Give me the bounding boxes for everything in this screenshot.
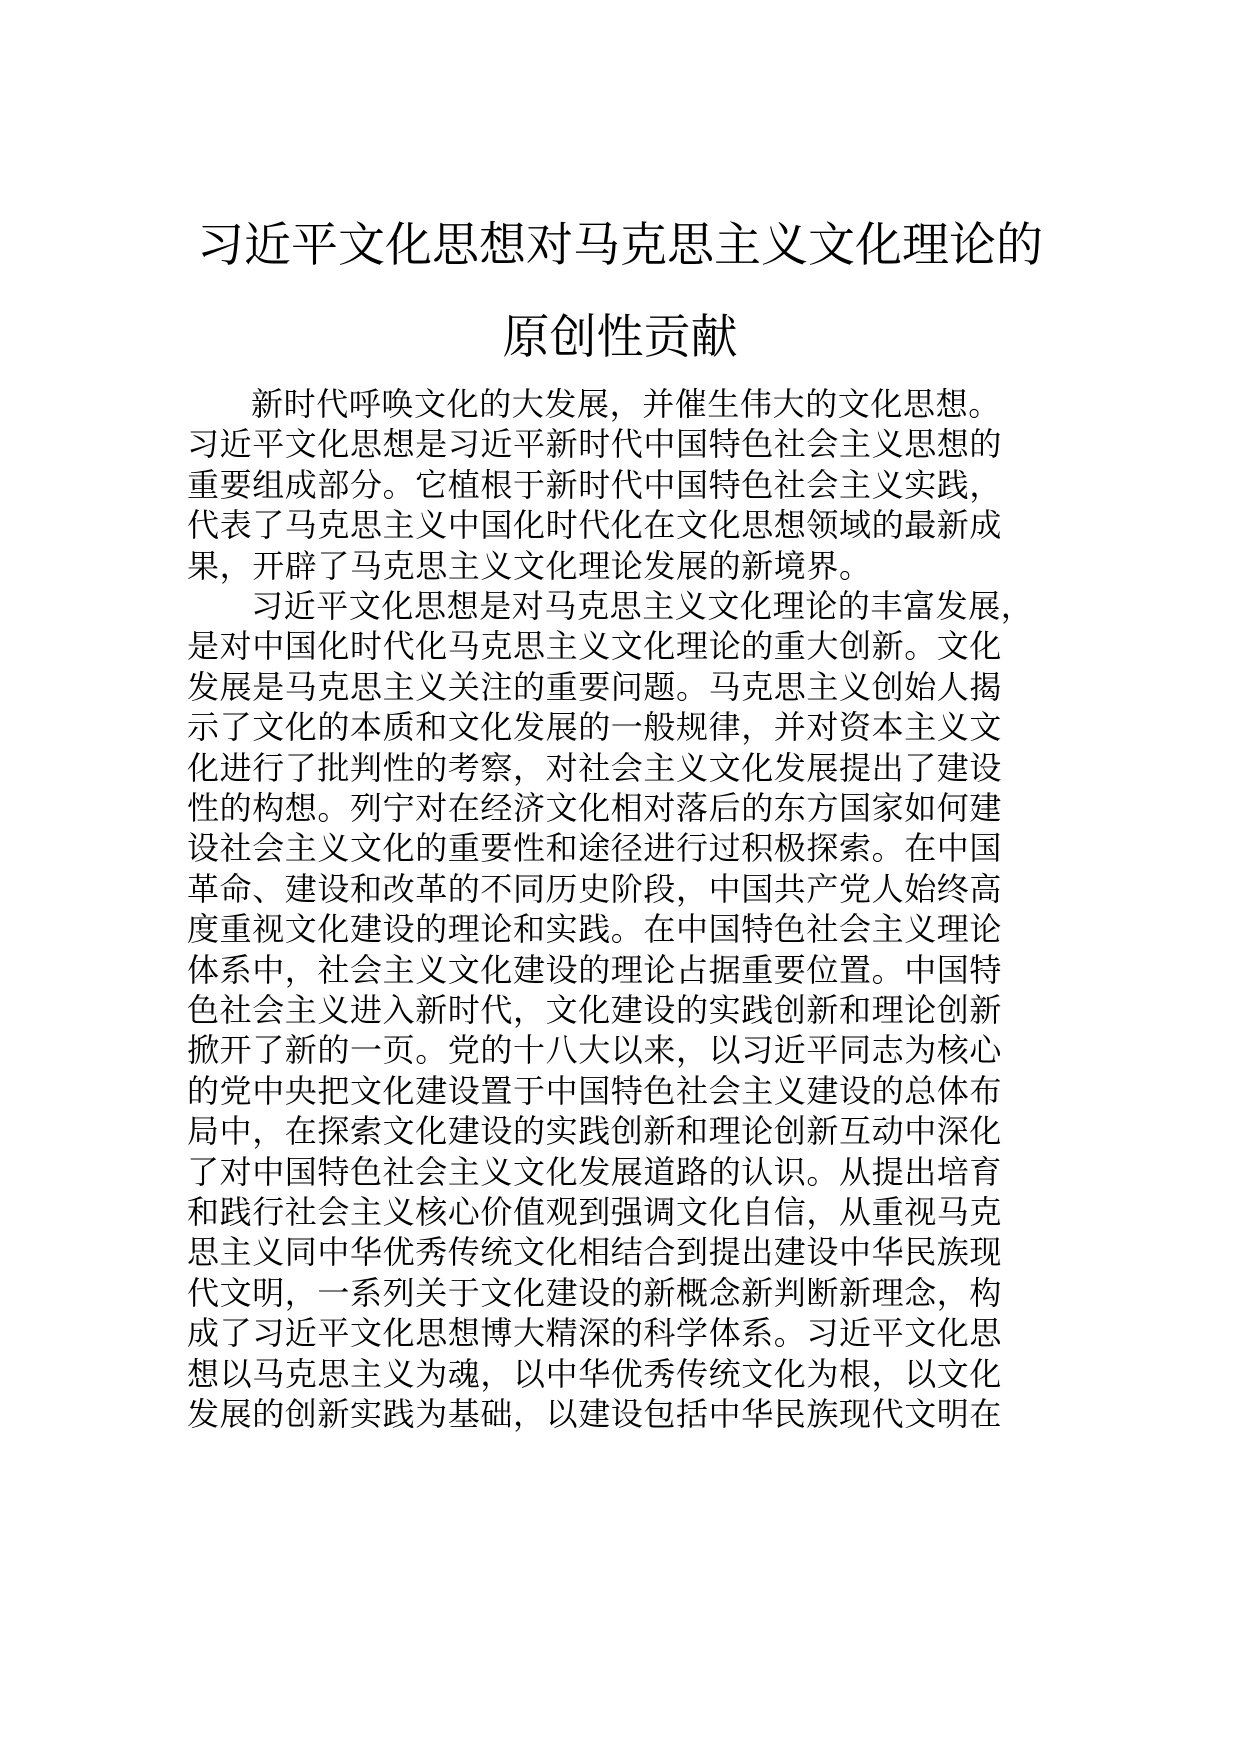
paragraph-line: 体系中，社会主义文化建设的理论占据重要位置。中国特 [187,951,1003,989]
paragraph-line: 局中，在探索文化建设的实践创新和理论创新互动中深化 [187,1112,1003,1150]
paragraph-line: 代表了马克思主义中国化时代化在文化思想领域的最新成 [187,506,1003,544]
document-title-line-1: 习近平文化思想对马克思主义文化理论的 [197,218,1043,273]
paragraph-line: 果，开辟了马克思主义文化理论发展的新境界。 [187,547,872,585]
paragraph-line: 性的构想。列宁对在经济文化相对落后的东方国家如何建 [187,789,1003,827]
paragraph-line: 掀开了新的一页。党的十八大以来，以习近平同志为核心 [187,1031,1003,1069]
paragraph-line: 发展是马克思主义关注的重要问题。马克思主义创始人揭 [187,668,1003,706]
paragraph-line: 和践行社会主义核心价值观到强调文化自信，从重视马克 [187,1193,1003,1231]
paragraph-line: 代文明，一系列关于文化建设的新概念新判断新理念，构 [187,1274,1003,1312]
paragraph-line: 习近平文化思想是习近平新时代中国特色社会主义思想的 [187,425,1003,463]
document-title-line-2: 原创性贡献 [502,310,738,365]
paragraph-line: 的党中央把文化建设置于中国特色社会主义建设的总体布 [187,1072,1003,1110]
paragraph-line: 重要组成部分。它植根于新时代中国特色社会主义实践， [187,466,1003,504]
paragraph-first-line: 习近平文化思想是对马克思主义文化理论的丰富发展， [251,587,1034,625]
paragraph-line: 示了文化的本质和文化发展的一般规律，并对资本主义文 [187,708,1003,746]
paragraph-line: 是对中国化时代化马克思主义文化理论的重大创新。文化 [187,627,1003,665]
paragraph-line: 度重视文化建设的理论和实践。在中国特色社会主义理论 [187,910,1003,948]
paragraph-line: 革命、建设和改革的不同历史阶段，中国共产党人始终高 [187,870,1003,908]
paragraph-line: 色社会主义进入新时代，文化建设的实践创新和理论创新 [187,991,1003,1029]
paragraph-line: 成了习近平文化思想博大精深的科学体系。习近平文化思 [187,1314,1003,1352]
paragraph-line: 发展的创新实践为基础，以建设包括中华民族现代文明在 [187,1395,1003,1433]
paragraph-first-line: 新时代呼唤文化的大发展，并催生伟大的文化思想。 [251,385,1001,423]
paragraph-line: 思主义同中华优秀传统文化相结合到提出建设中华民族现 [187,1233,1003,1271]
paragraph-line: 设社会主义文化的重要性和途径进行过积极探索。在中国 [187,829,1003,867]
paragraph-line: 了对中国特色社会主义文化发展道路的认识。从提出培育 [187,1153,1003,1191]
paragraph-line: 化进行了批判性的考察，对社会主义文化发展提出了建设 [187,749,1003,787]
paragraph-line: 想以马克思主义为魂，以中华优秀传统文化为根，以文化 [187,1355,1003,1393]
